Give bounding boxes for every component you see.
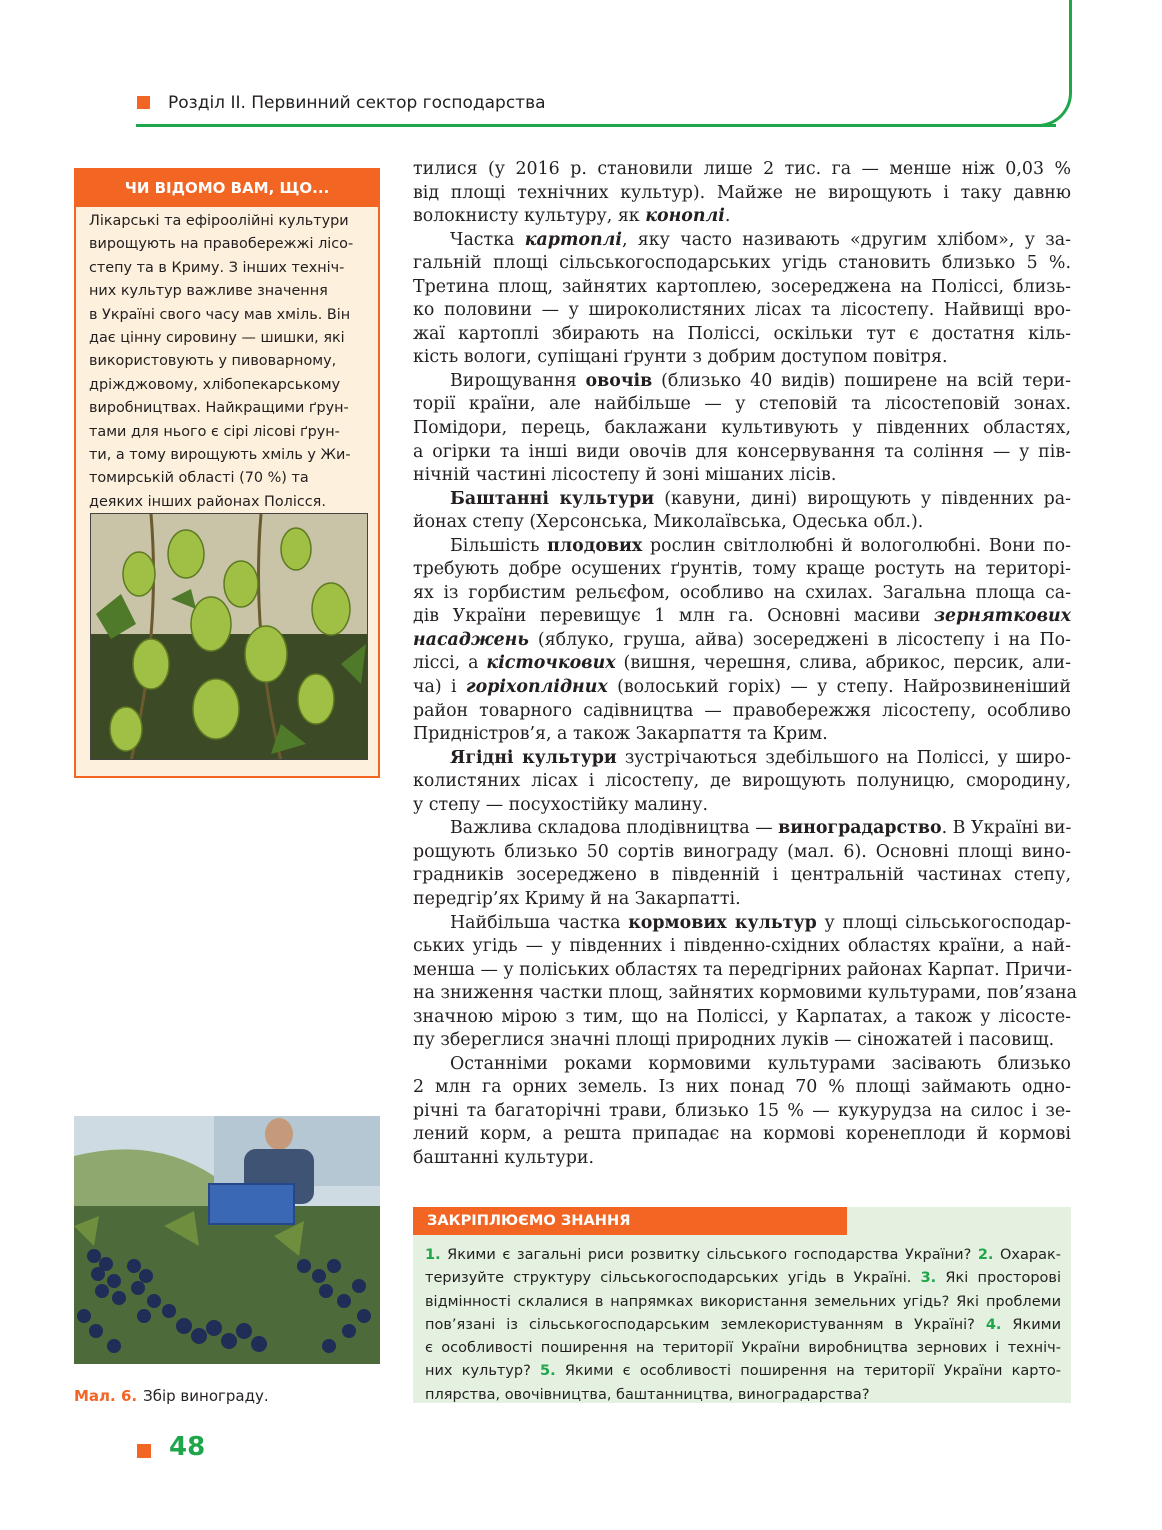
figure-caption-text: Збір винограду. — [143, 1387, 269, 1405]
hops-photo — [90, 513, 368, 760]
sidebar-line: ти, а тому вирощують хміль у Жи- — [89, 447, 351, 464]
review-box — [413, 1207, 1071, 1403]
header-rule — [136, 124, 1056, 127]
sidebar-line: них культур важливе значення — [89, 283, 328, 300]
text-line: ліссі, а кісточкових (вишня, черешня, слива, абрикос, персик, али- — [413, 653, 1071, 674]
text-line: лений корм, а решта припадає на кормові коренеплоди й кормові — [413, 1124, 1071, 1145]
text-line: тилися (у 2016 р. становили лише 2 тис. га — менше ніж 0,03 % — [413, 159, 1071, 179]
review-line: відмінності склалися в напрямках використання земельних угідь? Які проблеми — [425, 1293, 1061, 1310]
term-viticulture: виноградарство — [778, 818, 942, 839]
text-line: Останніми роками кормовими культурами засівають близько — [450, 1053, 1071, 1074]
grape-harvest-photo — [74, 1116, 380, 1364]
term-berries: Ягідні культури — [450, 747, 617, 768]
footer-marker-square — [137, 1444, 151, 1458]
text-line: ських угідь — у південних і південно-східних областях країни, а най- — [413, 936, 1071, 957]
did-you-know-text — [89, 210, 374, 514]
review-heading: ЗАКРІПЛЮЄМО ЗНАННЯ — [413, 1207, 847, 1235]
term-pome: зерняткових — [933, 606, 1071, 627]
text-line: градників зосереджено в південній і центральній частинах степу, — [413, 865, 1071, 886]
text-line: ко половини — у широколистяних лісах та лісостепу. Найвищі вро- — [413, 300, 1071, 321]
figure-label: Мал. 6. — [74, 1387, 138, 1405]
text-line: передгір’ях Криму й на Закарпатті. — [413, 888, 741, 909]
term-nuts: горіхоплідних — [465, 677, 608, 698]
review-questions — [425, 1244, 1061, 1407]
main-text — [413, 158, 1078, 1171]
text-line: кість вологи, супіщані ґрунти з добрим доступом повітря. — [413, 347, 948, 368]
text-line: Найбільша частка кормових культур у площі сільськогосподар- — [450, 912, 1071, 933]
text-line: Придністров’я, а також Закарпаття та Крим. — [413, 724, 828, 745]
text-line: торії країни, але найбільше — у степовій та лісостеповій зонах. — [413, 394, 1071, 415]
review-line: 1. Якими є загальні риси розвитку сільського господарства України? 2. Охарак- — [425, 1247, 1061, 1263]
text-line: від площі технічних культур). Майже не вирощують і таку давню — [413, 182, 1071, 203]
question-number: 4. — [985, 1316, 1002, 1333]
figure-caption — [74, 1387, 269, 1405]
sidebar-line: використовують у пивоварному, — [89, 353, 337, 370]
review-line: пов’язані із сільськогосподарським землекористуванням в Україні? 4. Якими — [425, 1316, 1061, 1333]
term-fodder: кормових культур — [628, 912, 817, 933]
sidebar-line: Лікарські та ефіроолійні культури — [89, 213, 349, 229]
text-line: йонах степу (Херсонська, Миколаївська, Одеська обл.). — [413, 512, 924, 533]
text-line: Помідори, перець, баклажани культивують у південних областях, — [413, 418, 1071, 439]
text-line: а огірки та інші види овочів для консервування та соління — у пів- — [413, 441, 1071, 462]
sidebar-line: томирській області (70 %) та — [89, 470, 309, 487]
header-border-curve — [1020, 0, 1072, 127]
did-you-know-heading: ЧИ ВІДОМО ВАМ, ЩО... — [76, 170, 378, 207]
text-line: менша — у поліських областях та передгірних районах Карпат. Причи- — [413, 959, 1073, 980]
text-line: у степу — посухостійку малину. — [413, 794, 709, 815]
review-line: є особливості поширення на території України виробництва зернових і техніч- — [425, 1340, 1061, 1357]
text-line: Більшість плодових рослин світлолюбні й вологолюбні. Вони по- — [450, 535, 1071, 556]
question-number: 2. — [977, 1247, 994, 1263]
text-line: 2 млн га орних земель. Із них понад 70 % площі займають одно- — [413, 1077, 1071, 1098]
question-number: 3. — [920, 1270, 937, 1287]
sidebar-line: деяких інших районах Полісся. — [89, 493, 326, 510]
text-line: Третина площ, зайнятих картоплею, зосереджена на Поліссі, близь- — [413, 276, 1071, 297]
text-line: значною мірою з тим, що на Поліссі, у Карпатах, а також у лісосте- — [413, 1006, 1071, 1027]
text-line: баштанні культури. — [413, 1147, 594, 1168]
term-vegetables: овочів — [585, 370, 653, 391]
text-line: на зниження частки площ, зайнятих кормовими культурами, пов’язана — [413, 983, 1078, 1004]
term-potato: картоплі — [524, 229, 622, 250]
sidebar-line: виробництвах. Найкращими ґрун- — [89, 400, 349, 417]
text-line: Баштанні культури (кавуни, дині) вирощують у південних ра- — [450, 488, 1071, 509]
sidebar-line: тами для нього є сірі лісові ґрун- — [89, 423, 340, 440]
did-you-know-box — [74, 168, 380, 778]
review-line: плярства, овочівництва, баштанництва, виноградарства? — [425, 1386, 870, 1403]
question-number: 5. — [540, 1363, 556, 1380]
text-line: требують добре осушених ґрунтів, тому краще ростуть на територі- — [413, 559, 1071, 580]
term-melons: Баштанні культури — [450, 488, 655, 509]
text-line: ча) і горіхоплідних (волоський горіх) — у степу. Найрозвиненіший — [413, 677, 1071, 698]
sidebar-line: вирощують на правобережжі лісо- — [89, 236, 354, 253]
term-fruit: плодових — [547, 535, 643, 556]
sidebar-line: степу та в Криму. З інших техніч- — [89, 259, 345, 276]
text-line: волокнисту культуру, як коноплі. — [413, 206, 731, 227]
text-line: пу збереглися значні площі природних луків — сіножатей і пасовищ. — [413, 1030, 1055, 1051]
review-line: теризуйте структуру сільськогосподарських угідь в Україні. 3. Які просторові — [425, 1270, 1062, 1287]
sidebar-line: в Україні свого часу мав хміль. Він — [89, 306, 351, 323]
text-line: Вирощування овочів (близько 40 видів) поширене на всій тери- — [450, 370, 1071, 391]
section-title: Розділ II. Первинний сектор господарства — [168, 93, 546, 113]
text-line: нічній частині лісостепу й зоні мішаних лісів. — [413, 465, 837, 486]
sidebar-line: дріжджовому, хлібопекарському — [89, 376, 341, 393]
text-line: Важлива складова плодівництва — виноградарство. В Україні ви- — [450, 818, 1072, 839]
text-line: річні та багаторічні трави, близько 15 % — кукурудза на силос і зе- — [413, 1100, 1071, 1121]
review-line: них культур? 5. Якими є особливості поширення на території України карто- — [425, 1363, 1061, 1380]
text-line: Частка картоплі, яку часто називають «другим хлібом», у за- — [450, 229, 1071, 250]
page-number: 48 — [169, 1432, 206, 1462]
text-line: рощують близько 50 сортів винограду (мал. 6). Основні площі вино- — [413, 841, 1071, 862]
text-line: жаї картоплі збирають на Поліссі, оскільки тут є достатня кіль- — [413, 323, 1071, 344]
term-plantings: насаджень — [413, 629, 529, 650]
header-marker-square — [137, 96, 150, 109]
term-hemp: коноплі — [645, 206, 725, 227]
text-line: район товарного садівництва — правобережжя лісостепу, особливо — [413, 700, 1071, 721]
question-number: 1. — [425, 1247, 441, 1263]
text-line: насаджень (яблуко, груша, айва) зосереджені в лісостепу і на По- — [413, 629, 1071, 650]
text-line: гальній площі сільськогосподарських угідь становить близько 5 %. — [413, 253, 1071, 274]
text-line: колистяних лісах і лісостепу, де вирощують полуницю, смородину, — [413, 771, 1071, 792]
term-stone-fruit: кісточкових — [486, 653, 616, 674]
text-line: дів України перевищує 1 млн га. Основні масиви зерняткових — [413, 606, 1071, 627]
text-line: ях із горбистим рельєфом, особливо на схилах. Загальна площа са- — [413, 582, 1071, 603]
text-line: Ягідні культури зустрічаються здебільшого на Поліссі, у широ- — [450, 747, 1071, 768]
sidebar-line: дає цінну сировину — шишки, які — [89, 330, 345, 347]
